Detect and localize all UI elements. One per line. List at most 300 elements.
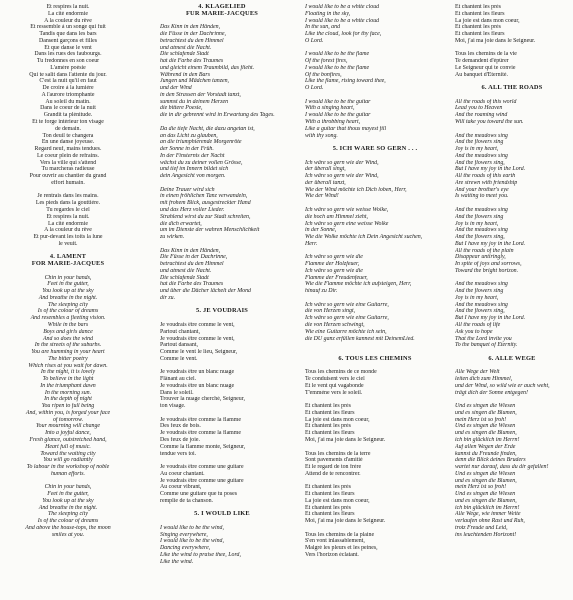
lyric-line: der überall singt, bbox=[305, 166, 346, 173]
lyric-line: Chin in your hands, bbox=[44, 274, 92, 281]
lyric-line: Je rentrais dans les mains. bbox=[37, 193, 99, 200]
blank-line bbox=[160, 505, 284, 512]
lyric-line: Te conduisent vers le ciel bbox=[305, 376, 365, 383]
lyric-line: an die triumphierende Morgenröte bbox=[160, 139, 242, 146]
lyric-line: A la couleur du rêve bbox=[44, 227, 92, 234]
lyric-line: Like the cloud, look for thy face, bbox=[305, 31, 382, 38]
blank-line bbox=[160, 315, 284, 322]
lyric-line: kannst du Freunde finden, bbox=[455, 450, 517, 457]
lyric-line: Des feux de joie. bbox=[160, 437, 200, 443]
lyric-line: Comme la flamme monte, Seigneur, bbox=[160, 443, 246, 450]
lyric-line: die von Herzen singt, bbox=[305, 308, 356, 315]
lyric-line: Tu marcheras radieuse bbox=[41, 166, 95, 173]
lyric-line: Chin in your hands, bbox=[44, 484, 92, 491]
lyric-line: Ich wäre so gern wie eine Guitarre, bbox=[305, 301, 389, 308]
lyric-line: And the meadows sing bbox=[455, 206, 508, 213]
lyric-line: Into a joyful dance, bbox=[45, 430, 91, 437]
lyric-line: Et chantent les fleurs bbox=[305, 430, 355, 437]
lyric-line: S'en vont inlassablement, bbox=[305, 538, 365, 545]
lyric-line: trotz Freude und Leid, bbox=[455, 524, 508, 531]
lyric-line: Feet in the gutter, bbox=[47, 281, 89, 288]
lyric-line: T'emmène vers le soleil. bbox=[305, 389, 363, 396]
lyric-line: Of the forest fires, bbox=[305, 58, 348, 65]
lyric-line: Da die tiefe Nacht, die dazu angetan ist, bbox=[160, 125, 255, 132]
blank-line bbox=[160, 180, 284, 187]
lyric-line: Le coeur plein de refrains. bbox=[37, 152, 99, 159]
lyric-line: And the roaming wind bbox=[455, 112, 508, 119]
lyric-line: betrachtest du den Himmel bbox=[160, 261, 224, 268]
lyric-line: Ich wäre so gern wie weisse Wolke, bbox=[305, 206, 389, 213]
lyric-line: die in dir gebrennt wird in Erwartung des Tages. bbox=[160, 112, 275, 119]
lyric-line: In the streets of the suburbs. bbox=[34, 342, 102, 349]
lyric-line: hinauf zu Dir. bbox=[305, 288, 338, 295]
lyric-line: Tous les chemins de ce monde bbox=[305, 369, 377, 376]
lyric-line: To labour in the workshop of noble bbox=[26, 464, 110, 471]
blank-line bbox=[160, 457, 284, 464]
lyric-line: Te demandent d'épûrer bbox=[455, 58, 509, 65]
blank-line bbox=[305, 396, 445, 403]
lyric-line: Tandis que dans les bars bbox=[39, 31, 97, 38]
lyric-line: With a throbbing heart, bbox=[305, 119, 361, 126]
blank-line bbox=[305, 478, 445, 485]
lyric-line: In the triumphant dawn bbox=[40, 382, 96, 389]
lyric-line: und es singen die Blumen, bbox=[455, 430, 517, 437]
lyric-line: In the night, it is lovely bbox=[40, 369, 96, 376]
lyric-line: And the flowers sing bbox=[455, 288, 504, 295]
lyric-line: Dans le soleil. bbox=[160, 389, 194, 396]
lyric-line: und gleicht einem Traumbild, das flieht. bbox=[160, 64, 255, 71]
lyric-line: Like a guitar that thous mayest fill bbox=[305, 125, 387, 132]
lyric-line: And so does the wind bbox=[42, 335, 94, 342]
lyric-line: Regard neuf, mains tendues. bbox=[34, 146, 102, 153]
lyric-line: I would like to be a white cloud bbox=[305, 4, 380, 10]
lyric-line: Heart full of music. bbox=[45, 443, 91, 450]
lyric-line: And resembles a fleeting vision. bbox=[30, 315, 106, 322]
lyric-line: O Lord. bbox=[305, 37, 324, 44]
lyric-line: Strahlend wirst du zur Stadt schreiten, bbox=[160, 213, 251, 220]
lyric-line: The sleeping city bbox=[48, 511, 88, 518]
section-heading: 6. ALL THE ROADS bbox=[481, 85, 543, 92]
lyric-line: But I have my joy in the Lord. bbox=[455, 166, 526, 173]
lyric-line: All the roads of this earth bbox=[455, 173, 516, 180]
lyric-line: And the flowers sing, bbox=[455, 308, 505, 315]
lyric-line: I would like to be the wind, bbox=[160, 524, 224, 531]
blank-line bbox=[160, 18, 284, 25]
lyric-line: in einen fröhlichen Tanz verwandeln, bbox=[160, 193, 248, 200]
lyric-line: Et te forge intérieur ton visage bbox=[32, 119, 104, 126]
section-heading: 5. I WOULD LIKE bbox=[194, 511, 250, 518]
blank-line bbox=[305, 342, 445, 349]
lyric-line: ich bin glücklich im Herrn! bbox=[455, 437, 520, 443]
blank-line bbox=[305, 525, 445, 532]
lyric-line: zu wirken. bbox=[160, 234, 185, 241]
lyric-line: Floating in the sky, bbox=[305, 10, 351, 17]
lyric-line: mit frohem Blick, ausgestreckter Hand bbox=[160, 200, 251, 207]
blank-line bbox=[160, 518, 284, 525]
lyric-line: L'amère poésie bbox=[50, 64, 86, 71]
blank-line bbox=[14, 478, 122, 485]
lyric-line: Au coeur chantant. bbox=[160, 470, 205, 477]
lyric-line: You will go radiantly bbox=[43, 457, 93, 464]
section-heading: FÜR MARIE-JACQUES bbox=[185, 10, 259, 17]
lyric-line: And the meadows sing bbox=[455, 132, 508, 139]
lyric-line: And the flowers sing bbox=[455, 139, 504, 146]
lyric-line: Wie der Wind möchte ich Dich loben, Herr, bbox=[305, 186, 407, 193]
lyric-line: I would like to be a white cloud bbox=[305, 17, 380, 24]
lyric-line: Je voudrais être comme une guitare bbox=[160, 464, 244, 471]
blank-line bbox=[14, 248, 122, 255]
lyric-line: Ich wäre so gern wie die bbox=[305, 267, 363, 274]
lyric-line: Trouver la nuage cherché, Seigneur, bbox=[160, 396, 245, 403]
lyric-line: Et chantent les prés bbox=[305, 504, 351, 511]
lyric-line: die von Herzen schwingt, bbox=[305, 321, 365, 328]
lyric-line: That the Lord invite you bbox=[455, 335, 512, 342]
lyric-line: Wie die Wolke möchte ich Dein Angesicht suchen, bbox=[305, 234, 423, 241]
lyric-line: Je voudrais être un blanc nuage bbox=[160, 382, 235, 389]
lyric-line: I would like to be the wind, bbox=[160, 538, 224, 545]
lyric-line: und der Wind bbox=[160, 85, 192, 92]
lyric-line: Joy is in my heart, bbox=[455, 294, 499, 301]
lyric-line: All the roads of life bbox=[455, 321, 501, 328]
section-heading: 5. ICH WÄRE SO GERN . . . bbox=[332, 146, 418, 153]
lyric-line: Boys and girls dance bbox=[43, 328, 93, 335]
lyric-line: Dansent garçons et filles bbox=[38, 37, 98, 44]
lyric-line: De croire à la lumière bbox=[42, 85, 94, 92]
blank-line bbox=[305, 139, 445, 146]
lyric-line: Flamme der Freudenfeuer, bbox=[305, 274, 368, 281]
lyric-line: Qui te salit dans l'attente du jour. bbox=[29, 71, 107, 78]
lyric-line: Moi, j'ai ma joie dans le Seigneur. bbox=[305, 437, 386, 443]
lyric-line: But I have my joy in the Lord. bbox=[455, 315, 526, 322]
lyric-line: And breathe in the night. bbox=[38, 504, 98, 511]
lyric-line: Malgré les pleurs et les peines, bbox=[305, 545, 378, 552]
blank-line bbox=[455, 126, 569, 133]
lyric-line: Tous les chemins de la terre bbox=[305, 450, 371, 457]
lyric-line: verlaufen ohne Rast und Ruh, bbox=[455, 518, 525, 525]
lyric-line: Während in den Bars bbox=[160, 71, 211, 78]
lyric-line: Partout dansant, bbox=[160, 342, 198, 349]
lyric-line: die bittere Poesie, bbox=[160, 105, 203, 112]
blank-line bbox=[455, 363, 569, 370]
lyric-line: In the sun, and bbox=[305, 24, 341, 31]
lyric-line: To the banquet of Eternity. bbox=[455, 342, 518, 349]
lyric-line: ich bin glücklich im Herrn! bbox=[455, 504, 520, 511]
lyric-line: um im Dienste der wahren Menschlichkeit bbox=[160, 227, 260, 234]
lyric-line: In der Finsternis der Nacht bbox=[160, 152, 225, 159]
blank-line bbox=[455, 396, 569, 403]
section-heading: 6. TOUS LES CHEMINS bbox=[338, 355, 412, 362]
lyric-line: Und es singen die Wiesen bbox=[455, 403, 516, 410]
lyric-line: The bitter poetry bbox=[48, 355, 88, 362]
lyric-line: But I have my joy in the Lord. bbox=[455, 240, 526, 247]
lyric-line: le veuit. bbox=[58, 240, 78, 247]
lyric-line: Die schlafende Stadt bbox=[160, 51, 209, 58]
lyric-line: Like the flame, rising toward thee, bbox=[305, 78, 386, 85]
lyric-line: dein Angesicht von morgen. bbox=[160, 173, 226, 180]
lyric-line: effort humain. bbox=[51, 179, 85, 186]
lyric-line: Wie die Flamme möchte ich aufsteigen, Herr, bbox=[305, 281, 412, 288]
lyric-line: Flânant au ciel. bbox=[160, 376, 197, 383]
lyric-line: Ich wäre so gern wie der Wind, bbox=[305, 159, 379, 166]
lyric-line: In spite of joys and sorrows, bbox=[455, 261, 522, 268]
lyric-line: Et chantent les fleurs bbox=[455, 10, 505, 17]
lyric-line: Of the bonfires, bbox=[305, 71, 342, 78]
lyric-line: Attend de te rencontrer. bbox=[305, 470, 361, 477]
section-heading: 4. LAMENT bbox=[49, 254, 87, 261]
lyric-line: die Füsse in der Dachrinne, bbox=[160, 31, 226, 38]
column-1 bbox=[14, 4, 122, 598]
blank-line bbox=[305, 45, 445, 52]
lyric-line: Et chantent les prés bbox=[305, 484, 351, 491]
lyric-line: und tief im Innern bildet sich bbox=[160, 166, 229, 173]
lyric-line: leiten dich zum Himmel, bbox=[455, 376, 513, 383]
lyric-line: Ich wäre so gern wie der Wind, bbox=[305, 173, 379, 180]
lyric-line: die DU ganz erfüllen kannest mit DeinemLied. bbox=[305, 335, 415, 342]
lyric-line: With a singing heart, bbox=[305, 105, 355, 112]
blank-line bbox=[14, 268, 122, 275]
lyric-line: Je voudrais être comme la flamme bbox=[160, 430, 241, 437]
lyric-line: Die Füsse in der Dachrinne, bbox=[160, 254, 228, 261]
lyric-line: Et chantent les prés bbox=[305, 403, 351, 410]
lyric-line: und es singen die Blumen, bbox=[455, 477, 517, 484]
lyric-line: I would like to be the flame bbox=[305, 64, 370, 71]
lyric-line: Ask you to hope bbox=[455, 328, 493, 335]
lyric-line: La cité endormie bbox=[48, 220, 88, 227]
lyric-line: C'est la nuit qu'il en faut bbox=[39, 78, 97, 85]
lyric-line: Et chantent les fleurs bbox=[455, 31, 505, 38]
lyric-line: of tomorrow. bbox=[52, 416, 84, 423]
lyric-line: Singing everywhere, bbox=[160, 531, 208, 538]
lyric-line: Et respires la nuit. bbox=[46, 4, 90, 10]
lyric-line: O Lord. bbox=[305, 85, 324, 92]
lyric-line: Partout chantant, bbox=[160, 328, 200, 335]
lyric-line: Vers la ville qui s'attend bbox=[39, 159, 97, 166]
lyric-line: Fresh glance, outstretched hand, bbox=[29, 437, 107, 443]
lyric-line: Flamme der Holzfeuer, bbox=[305, 261, 360, 268]
lyric-line: And the flowers sing, bbox=[455, 159, 505, 166]
lyric-line: Et respires la nuit. bbox=[46, 213, 90, 220]
lyric-line: Deine Trauer wird sich bbox=[160, 186, 215, 193]
lyric-line: I would like to be the guitar bbox=[305, 98, 371, 105]
lyric-line: Pour ouvrir au chantier du grand bbox=[29, 173, 107, 180]
lyric-line: Les pieds dans la gouttière. bbox=[35, 200, 101, 207]
lyric-line: Je voudrais être comme une guitare bbox=[160, 477, 244, 484]
lyric-line: wächst du zu deiner vollen Grösse, bbox=[160, 159, 243, 166]
lyric-line: And the meadows sing bbox=[455, 227, 508, 234]
lyric-line: Toward the waiting city bbox=[40, 450, 96, 457]
lyric-line: Et chantent les fleurs bbox=[305, 409, 355, 416]
lyric-line: und es singen die Blumen, bbox=[455, 409, 517, 416]
lyric-line: Et que danse le vent bbox=[44, 44, 92, 51]
lyric-line: And breathe in the night. bbox=[38, 294, 98, 301]
lyric-line: All the roads of this world bbox=[455, 98, 517, 105]
lyric-line: und das Herz voller Lieder. bbox=[160, 206, 225, 213]
lyric-line: A la couleur du rêve bbox=[44, 17, 92, 24]
lyric-line: I would like to be the guitar bbox=[305, 112, 371, 119]
lyric-line: And, within you, is forged your face bbox=[25, 409, 111, 416]
blank-line bbox=[455, 92, 569, 99]
blank-line bbox=[305, 349, 445, 356]
section-heading: 5. JE VOUDRAIS bbox=[195, 308, 249, 315]
lyric-line: hat die Farbe des Traumes bbox=[160, 58, 224, 65]
lyric-line: Tu regardes le ciel bbox=[46, 206, 90, 213]
lyric-line: Au soleil du matin. bbox=[45, 98, 91, 105]
lyric-line: Tous les chemins de la plaine bbox=[305, 531, 375, 538]
lyric-line: Et chantent les fleurs bbox=[305, 491, 355, 498]
lyric-line: Comme le vent le lieu, Seigneur, bbox=[160, 349, 238, 356]
lyric-line: Tu fredonnes en son coeur bbox=[36, 58, 100, 65]
lyric-line: Je voudrais être un blanc nuage bbox=[160, 369, 235, 376]
lyric-line: Das Kinn in den Händen, bbox=[160, 247, 221, 254]
lyric-line: Tous les chemins de la vie bbox=[455, 51, 517, 58]
lyric-line: remplie de ta chanson. bbox=[160, 497, 213, 504]
lyric-line: Und es singen die Wiesen bbox=[455, 491, 516, 498]
section-heading: FOR MARIE-JACQUES bbox=[31, 261, 105, 268]
lyric-line: Et chantent les fleurs bbox=[305, 511, 355, 518]
lyric-line: summst du in deinem Herzen bbox=[160, 98, 229, 105]
lyric-line: Joy is in my heart, bbox=[455, 146, 499, 153]
lyric-line: La cité endormie bbox=[48, 10, 88, 17]
lyric-line: betrachtest du den Himmel bbox=[160, 37, 224, 44]
lyric-line: Et le vent qui vagabonde bbox=[305, 382, 364, 389]
lyric-line: Ton deuil te changera bbox=[42, 132, 94, 139]
blank-line bbox=[455, 45, 569, 52]
lyric-line: Disappear untiringly, bbox=[455, 254, 506, 261]
lyric-line: die hoch am Himmel zieht, bbox=[305, 213, 368, 220]
blank-line bbox=[305, 200, 445, 207]
lyric-line: und es singen die Blumen, bbox=[455, 497, 517, 504]
lyric-line: Dans le coeur de la nuit bbox=[40, 105, 96, 112]
lyric-line: in den Strassen der Vorstadt tanzt, bbox=[160, 91, 241, 98]
lyric-line: der Sonne in der Früh. bbox=[160, 146, 214, 153]
column-3 bbox=[305, 4, 445, 598]
lyric-line: Dans les rues des faubourgs. bbox=[34, 51, 102, 58]
lyric-line: ins leuchtenden Horizont! bbox=[455, 531, 517, 538]
lyric-line: You look up at the sky bbox=[42, 497, 94, 504]
lyric-line: In the morning sun. bbox=[44, 389, 92, 396]
lyric-line: Alle Wege, wie immer Weite bbox=[455, 511, 521, 518]
lyric-line: trägt dich der Sonne entgegen! bbox=[455, 389, 528, 396]
lyric-line: human efforts. bbox=[50, 470, 86, 477]
lyric-line: Dancing everywhere, bbox=[160, 545, 211, 552]
lyric-line: Das Kinn in den Händen, bbox=[160, 24, 221, 31]
blank-line bbox=[305, 153, 445, 160]
section-heading: 4. KLAGELIED bbox=[198, 4, 246, 10]
lyric-line: Et chantent les prés bbox=[455, 4, 501, 10]
blank-line bbox=[455, 200, 569, 207]
lyric-line: I would like to be the flame bbox=[305, 51, 370, 58]
lyric-line: an das Licht zu glauben, bbox=[160, 132, 218, 139]
lyric-line: Moi, j'ai ma joie dans le Seigneur. bbox=[455, 37, 536, 44]
lyric-line: Auf allen Wegen der Erde bbox=[455, 443, 516, 450]
lyric-line: Which rises at you wait for dawn. bbox=[28, 362, 108, 369]
lyric-line: Are strewn with friendship bbox=[455, 179, 518, 186]
lyric-line: Grandit ta plénitude. bbox=[43, 112, 93, 119]
column-2 bbox=[160, 4, 284, 598]
lyric-line: Sont pavements d'amitié bbox=[305, 457, 363, 464]
blank-line bbox=[160, 363, 284, 370]
lyric-line: Wie eine Guitarre möchte ich sein, bbox=[305, 328, 387, 335]
lyric-line: Et ressemble à un songe qui fuit bbox=[30, 24, 106, 31]
lyric-line: smiles at you. bbox=[51, 531, 85, 538]
lyric-line: Like the wind to praise thee, Lord, bbox=[160, 552, 241, 559]
lyric-line: Herr. bbox=[305, 240, 318, 247]
lyric-line: Und es singen die Wiesen bbox=[455, 423, 516, 430]
section-heading: 6. ALLE WEGE bbox=[488, 355, 536, 362]
lyric-line: And the meadows sing bbox=[455, 281, 508, 288]
lyric-line: Your mourning will change bbox=[35, 423, 101, 430]
lyric-line: You are humming in your heart bbox=[31, 349, 105, 356]
lyric-line: Comme une guitare que tu poses bbox=[160, 491, 238, 498]
lyric-line: And above the house-tops, the moon bbox=[25, 524, 111, 531]
lyric-line: Is waiting to meet you. bbox=[455, 193, 509, 200]
lyric-line: Je voudrais être comme la flamme bbox=[160, 416, 241, 423]
lyric-line: Ich wäre so gern eine weisse Wolke bbox=[305, 220, 389, 227]
blank-line bbox=[160, 119, 284, 126]
lyric-line: Feet in the gutter, bbox=[47, 491, 89, 498]
lyric-line: und der Wind, so wild wie er auch weht, bbox=[455, 382, 550, 389]
lyric-line: And your brother's eye bbox=[455, 186, 509, 193]
blank-line bbox=[455, 275, 569, 282]
lyric-line: und atmest die Nacht. bbox=[160, 267, 212, 274]
lyric-line: And the flowers sing bbox=[455, 213, 504, 220]
column-4 bbox=[455, 4, 569, 598]
lyric-line: You look up at the sky bbox=[42, 288, 94, 295]
lyric-line: Toward the bright horizon. bbox=[455, 267, 519, 274]
lyric-line: Comme le vent. bbox=[160, 355, 198, 362]
lyric-line: in der Sonne, bbox=[305, 227, 337, 234]
lyric-line: Jungen und Mädchen tanzen, bbox=[160, 78, 230, 85]
lyric-line: To believe in the light bbox=[42, 376, 94, 383]
lyric-line: die dich erwartet, bbox=[160, 220, 202, 227]
lyric-line: Die schlafende Stadt bbox=[160, 274, 209, 281]
lyric-line: wartet nur darauf, dass du dir gefallen! bbox=[455, 464, 549, 471]
lyric-line: Des feux de bois. bbox=[160, 423, 201, 430]
lyric-line: de demain. bbox=[55, 125, 81, 132]
lyric-line: Like the wind. bbox=[160, 558, 194, 565]
lyric-line: with thy song. bbox=[305, 132, 338, 139]
lyric-line: La joie est dans mon coeur, bbox=[455, 17, 520, 24]
blank-line bbox=[455, 78, 569, 85]
lyric-line: Joy is in my heart, bbox=[455, 220, 499, 227]
blank-line bbox=[14, 187, 122, 194]
blank-line bbox=[160, 302, 284, 309]
lyric-line: Is of the colour of dreams bbox=[37, 308, 99, 315]
blank-line bbox=[305, 295, 445, 302]
blank-line bbox=[160, 241, 284, 248]
lyric-line: The sleeping city bbox=[48, 301, 88, 308]
lyric-line: Lead you to Heaven bbox=[455, 105, 503, 112]
blank-line bbox=[160, 410, 284, 417]
lyric-line: Je voudrais être comme le vent, bbox=[160, 335, 235, 342]
lyric-line: und über die Dächer lächelt der Mond bbox=[160, 288, 251, 295]
lyric-line: ton visage. bbox=[160, 403, 186, 410]
blank-line bbox=[305, 248, 445, 255]
lyric-line: A l'aurore triomphante bbox=[41, 91, 95, 98]
lyric-line: mein Herz ist so froh! bbox=[455, 484, 507, 491]
lyric-line: En une danse joyeuse. bbox=[41, 139, 95, 146]
lyric-line: tendue vers toi. bbox=[160, 450, 197, 457]
lyric-line: Alle Wege der Welt bbox=[455, 369, 500, 376]
lyric-line: mein Herz ist so froh! bbox=[455, 416, 507, 423]
lyric-line: der überall tanzt, bbox=[305, 179, 346, 186]
lyric-line: und atmest die Nacht. bbox=[160, 44, 212, 51]
lyric-line: Moi, j'ai ma joie dans le Seigneur. bbox=[305, 518, 386, 525]
lyric-line: Je voudrais être comme le vent, bbox=[160, 321, 235, 328]
lyric-line: While in the bars bbox=[47, 321, 89, 328]
lyric-line: Et chantent les prés bbox=[455, 24, 501, 31]
lyric-line: And the meadows sing bbox=[455, 152, 508, 159]
